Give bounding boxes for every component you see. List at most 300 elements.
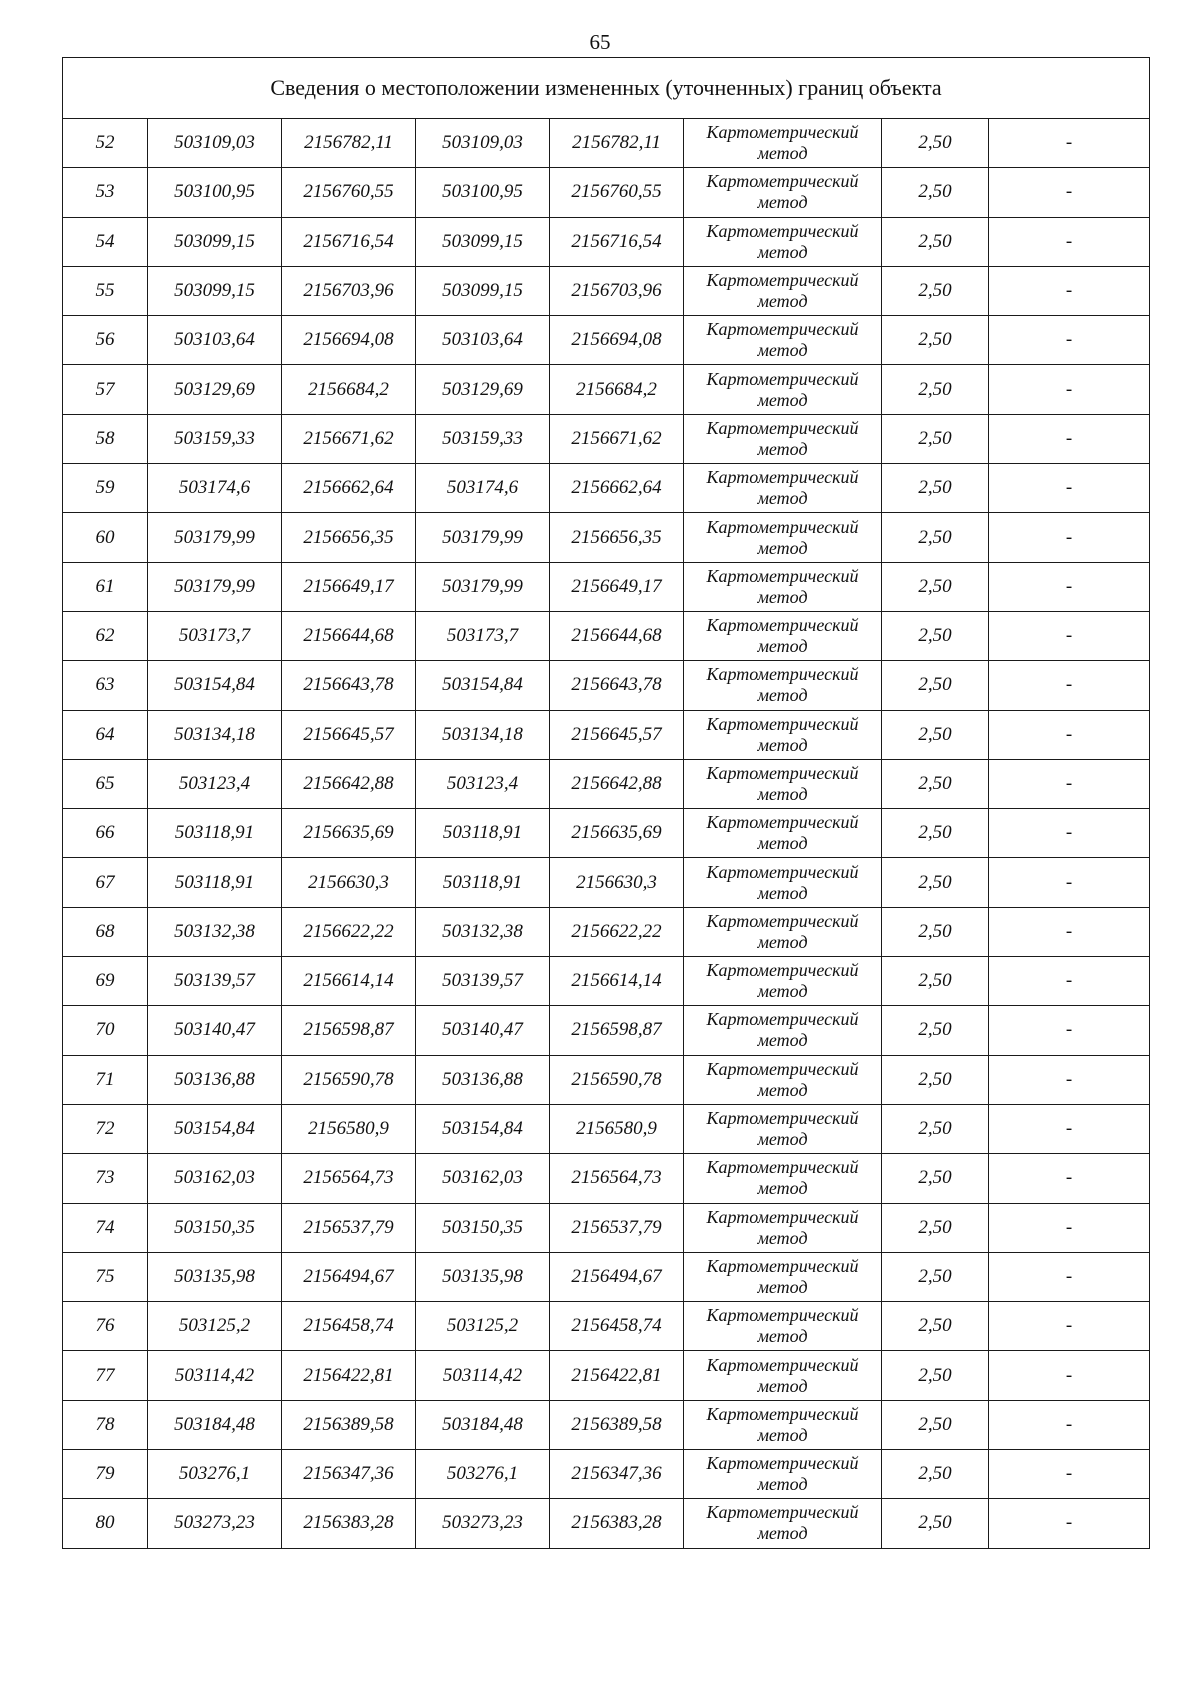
- table-row: [63, 414, 1150, 463]
- table-row: [63, 1351, 1150, 1400]
- description-cell: -: [989, 562, 1150, 611]
- method-line-2: метод: [757, 734, 808, 755]
- x-existing-cell: 503273,23: [148, 1499, 282, 1548]
- y-refined-cell: 2156671,62: [550, 414, 684, 463]
- method-cell: [684, 365, 882, 414]
- description-cell: -: [989, 759, 1150, 808]
- accuracy-cell: 2,50: [882, 1400, 989, 1449]
- x-refined-cell: 503179,99: [416, 513, 550, 562]
- table-row: [63, 513, 1150, 562]
- y-refined-cell: 2156389,58: [550, 1400, 684, 1449]
- method-cell: [684, 710, 882, 759]
- point-number-cell: 57: [63, 365, 148, 414]
- point-number-cell: 56: [63, 316, 148, 365]
- y-refined-cell: 2156642,88: [550, 759, 684, 808]
- description-cell: -: [989, 316, 1150, 365]
- x-refined-cell: 503129,69: [416, 365, 550, 414]
- y-existing-cell: 2156656,35: [282, 513, 416, 562]
- method-line-2: метод: [757, 192, 808, 213]
- x-refined-cell: 503118,91: [416, 858, 550, 907]
- y-existing-cell: 2156671,62: [282, 414, 416, 463]
- method-line-1: Картометрический: [706, 565, 859, 586]
- y-existing-cell: 2156645,57: [282, 710, 416, 759]
- method-line-1: Картометрический: [706, 270, 859, 291]
- y-refined-cell: 2156684,2: [550, 365, 684, 414]
- x-existing-cell: 503276,1: [148, 1450, 282, 1499]
- table-row: [63, 809, 1150, 858]
- method-line-1: Картометрический: [706, 417, 859, 438]
- x-existing-cell: 503103,64: [148, 316, 282, 365]
- y-refined-cell: 2156782,11: [550, 119, 684, 168]
- description-cell: -: [989, 464, 1150, 513]
- table-row: [63, 1154, 1150, 1203]
- coordinates-table: [62, 57, 1150, 1549]
- x-refined-cell: 503154,84: [416, 1104, 550, 1153]
- y-refined-cell: 2156716,54: [550, 217, 684, 266]
- y-refined-cell: 2156694,08: [550, 316, 684, 365]
- x-existing-cell: 503129,69: [148, 365, 282, 414]
- point-number-cell: 77: [63, 1351, 148, 1400]
- table-row: [63, 1252, 1150, 1301]
- y-refined-cell: 2156760,55: [550, 168, 684, 217]
- y-existing-cell: 2156347,36: [282, 1450, 416, 1499]
- x-existing-cell: 503173,7: [148, 611, 282, 660]
- method-line-1: Картометрический: [706, 1108, 859, 1129]
- accuracy-cell: 2,50: [882, 957, 989, 1006]
- table-row: [63, 1006, 1150, 1055]
- point-number-cell: 69: [63, 957, 148, 1006]
- method-line-2: метод: [757, 586, 808, 607]
- method-line-1: Картометрический: [706, 910, 859, 931]
- method-line-1: Картометрический: [706, 171, 859, 192]
- y-existing-cell: 2156782,11: [282, 119, 416, 168]
- method-line-2: метод: [757, 784, 808, 804]
- table-row: [63, 316, 1150, 365]
- point-number-cell: 70: [63, 1006, 148, 1055]
- table-row: [63, 1450, 1150, 1499]
- x-existing-cell: 503135,98: [148, 1252, 282, 1301]
- point-number-cell: 71: [63, 1055, 148, 1104]
- method-cell: [684, 562, 882, 611]
- method-cell: [684, 414, 882, 463]
- method-line-2: метод: [757, 488, 808, 509]
- method-cell: [684, 907, 882, 956]
- table-title: Сведения о местоположении измененных (уточненных) границ объекта: [63, 58, 1150, 119]
- method-cell: [684, 1104, 882, 1153]
- method-line-2: метод: [757, 1424, 808, 1445]
- table-row: [63, 365, 1150, 414]
- accuracy-cell: 2,50: [882, 1203, 989, 1252]
- y-existing-cell: 2156598,87: [282, 1006, 416, 1055]
- x-existing-cell: 503132,38: [148, 907, 282, 956]
- y-existing-cell: 2156649,17: [282, 562, 416, 611]
- description-cell: -: [989, 661, 1150, 710]
- description-cell: -: [989, 1252, 1150, 1301]
- method-cell: [684, 217, 882, 266]
- x-existing-cell: 503154,84: [148, 661, 282, 710]
- y-refined-cell: 2156580,9: [550, 1104, 684, 1153]
- method-cell: [684, 611, 882, 660]
- description-cell: -: [989, 365, 1150, 414]
- method-line-1: Картометрический: [706, 319, 859, 340]
- x-existing-cell: 503118,91: [148, 858, 282, 907]
- method-line-2: метод: [757, 1129, 808, 1150]
- table-row: [63, 611, 1150, 660]
- y-existing-cell: 2156580,9: [282, 1104, 416, 1153]
- table-row: [63, 661, 1150, 710]
- y-refined-cell: 2156383,28: [550, 1499, 684, 1548]
- y-existing-cell: 2156716,54: [282, 217, 416, 266]
- description-cell: -: [989, 1154, 1150, 1203]
- description-cell: -: [989, 168, 1150, 217]
- method-line-1: Картометрический: [706, 1255, 859, 1276]
- description-cell: -: [989, 1400, 1150, 1449]
- accuracy-cell: 2,50: [882, 759, 989, 808]
- description-cell: -: [989, 1351, 1150, 1400]
- accuracy-cell: 2,50: [882, 1252, 989, 1301]
- point-number-cell: 74: [63, 1203, 148, 1252]
- method-cell: [684, 513, 882, 562]
- description-cell: -: [989, 414, 1150, 463]
- x-refined-cell: 503109,03: [416, 119, 550, 168]
- x-existing-cell: 503154,84: [148, 1104, 282, 1153]
- description-cell: -: [989, 858, 1150, 907]
- method-line-2: метод: [757, 931, 808, 952]
- y-refined-cell: 2156422,81: [550, 1351, 684, 1400]
- accuracy-cell: 2,50: [882, 611, 989, 660]
- method-line-2: метод: [757, 636, 808, 657]
- method-line-2: метод: [757, 1276, 808, 1297]
- table-row: [63, 464, 1150, 513]
- x-refined-cell: 503135,98: [416, 1252, 550, 1301]
- method-line-2: метод: [757, 241, 808, 262]
- x-refined-cell: 503273,23: [416, 1499, 550, 1548]
- method-cell: [684, 1154, 882, 1203]
- method-line-2: метод: [757, 537, 808, 558]
- method-line-1: Картометрический: [706, 467, 859, 488]
- method-line-2: метод: [757, 438, 808, 459]
- page-number: 65: [589, 30, 611, 54]
- x-refined-cell: 503125,2: [416, 1302, 550, 1351]
- x-existing-cell: 503134,18: [148, 710, 282, 759]
- y-refined-cell: 2156630,3: [550, 858, 684, 907]
- x-existing-cell: 503114,42: [148, 1351, 282, 1400]
- point-number-cell: 80: [63, 1499, 148, 1548]
- method-line-1: Картометрический: [706, 861, 859, 882]
- point-number-cell: 73: [63, 1154, 148, 1203]
- accuracy-cell: 2,50: [882, 858, 989, 907]
- accuracy-cell: 2,50: [882, 217, 989, 266]
- y-existing-cell: 2156590,78: [282, 1055, 416, 1104]
- point-number-cell: 55: [63, 266, 148, 315]
- x-refined-cell: 503136,88: [416, 1055, 550, 1104]
- method-line-1: Картометрический: [706, 1403, 859, 1424]
- point-number-cell: 65: [63, 759, 148, 808]
- table-row: [63, 266, 1150, 315]
- x-existing-cell: 503125,2: [148, 1302, 282, 1351]
- x-refined-cell: 503159,33: [416, 414, 550, 463]
- accuracy-cell: 2,50: [882, 1006, 989, 1055]
- y-refined-cell: 2156622,22: [550, 907, 684, 956]
- point-number-cell: 68: [63, 907, 148, 956]
- y-refined-cell: 2156635,69: [550, 809, 684, 858]
- x-existing-cell: 503123,4: [148, 759, 282, 808]
- method-line-1: Картометрический: [706, 1058, 859, 1079]
- method-cell: [684, 1400, 882, 1449]
- table-row: [63, 710, 1150, 759]
- x-existing-cell: 503184,48: [148, 1400, 282, 1449]
- point-number-cell: 79: [63, 1450, 148, 1499]
- point-number-cell: 63: [63, 661, 148, 710]
- table-row: [63, 957, 1150, 1006]
- method-line-2: метод: [757, 340, 808, 361]
- y-existing-cell: 2156630,3: [282, 858, 416, 907]
- x-refined-cell: 503140,47: [416, 1006, 550, 1055]
- description-cell: -: [989, 1104, 1150, 1153]
- method-line-1: Картометрический: [706, 812, 859, 833]
- y-refined-cell: 2156537,79: [550, 1203, 684, 1252]
- point-number-cell: 78: [63, 1400, 148, 1449]
- y-existing-cell: 2156537,79: [282, 1203, 416, 1252]
- description-cell: -: [989, 907, 1150, 956]
- accuracy-cell: 2,50: [882, 710, 989, 759]
- method-cell: [684, 1302, 882, 1351]
- y-existing-cell: 2156703,96: [282, 266, 416, 315]
- method-line-2: метод: [757, 1227, 808, 1248]
- y-refined-cell: 2156458,74: [550, 1302, 684, 1351]
- accuracy-cell: 2,50: [882, 316, 989, 365]
- x-refined-cell: 503114,42: [416, 1351, 550, 1400]
- y-existing-cell: 2156389,58: [282, 1400, 416, 1449]
- method-line-2: метод: [757, 1523, 808, 1544]
- method-line-2: метод: [757, 1030, 808, 1051]
- accuracy-cell: 2,50: [882, 1104, 989, 1153]
- method-line-2: метод: [757, 389, 808, 410]
- table-row: [63, 168, 1150, 217]
- table-row: [63, 1055, 1150, 1104]
- method-cell: [684, 119, 882, 168]
- method-cell: [684, 1499, 882, 1548]
- y-existing-cell: 2156684,2: [282, 365, 416, 414]
- method-line-2: метод: [757, 685, 808, 706]
- point-number-cell: 59: [63, 464, 148, 513]
- x-refined-cell: 503184,48: [416, 1400, 550, 1449]
- method-cell: [684, 1351, 882, 1400]
- x-refined-cell: 503174,6: [416, 464, 550, 513]
- y-existing-cell: 2156422,81: [282, 1351, 416, 1400]
- x-existing-cell: 503099,15: [148, 217, 282, 266]
- table-row: [63, 1499, 1150, 1548]
- method-line-1: Картометрический: [706, 516, 859, 537]
- method-line-1: Картометрический: [706, 1453, 859, 1474]
- table-row: [63, 907, 1150, 956]
- method-cell: [684, 1055, 882, 1104]
- description-cell: -: [989, 1006, 1150, 1055]
- x-refined-cell: 503123,4: [416, 759, 550, 808]
- method-line-1: Картометрический: [706, 368, 859, 389]
- point-number-cell: 62: [63, 611, 148, 660]
- table-row: [63, 858, 1150, 907]
- x-refined-cell: 503132,38: [416, 907, 550, 956]
- point-number-cell: 67: [63, 858, 148, 907]
- accuracy-cell: 2,50: [882, 365, 989, 414]
- method-cell: [684, 266, 882, 315]
- method-cell: [684, 168, 882, 217]
- method-line-2: метод: [757, 1326, 808, 1347]
- description-cell: -: [989, 710, 1150, 759]
- x-refined-cell: 503118,91: [416, 809, 550, 858]
- y-refined-cell: 2156598,87: [550, 1006, 684, 1055]
- method-line-2: метод: [757, 1375, 808, 1396]
- method-cell: [684, 1450, 882, 1499]
- method-cell: [684, 759, 882, 808]
- accuracy-cell: 2,50: [882, 1450, 989, 1499]
- accuracy-cell: 2,50: [882, 1154, 989, 1203]
- table-row: [63, 759, 1150, 808]
- y-existing-cell: 2156643,78: [282, 661, 416, 710]
- method-line-1: Картометрический: [706, 763, 859, 783]
- point-number-cell: 60: [63, 513, 148, 562]
- method-line-1: Картометрический: [706, 615, 859, 636]
- method-line-1: Картометрический: [706, 1354, 859, 1375]
- table-row: [63, 1302, 1150, 1351]
- x-refined-cell: 503179,99: [416, 562, 550, 611]
- y-refined-cell: 2156644,68: [550, 611, 684, 660]
- point-number-cell: 52: [63, 119, 148, 168]
- table-row: [63, 119, 1150, 168]
- method-cell: [684, 1006, 882, 1055]
- point-number-cell: 75: [63, 1252, 148, 1301]
- description-cell: -: [989, 119, 1150, 168]
- method-line-1: Картометрический: [706, 664, 859, 685]
- x-refined-cell: 503173,7: [416, 611, 550, 660]
- description-cell: -: [989, 1302, 1150, 1351]
- description-cell: -: [989, 513, 1150, 562]
- method-line-2: метод: [757, 1079, 808, 1100]
- accuracy-cell: 2,50: [882, 809, 989, 858]
- accuracy-cell: 2,50: [882, 661, 989, 710]
- description-cell: -: [989, 1499, 1150, 1548]
- method-line-1: Картометрический: [706, 220, 859, 241]
- method-cell: [684, 1203, 882, 1252]
- table-row: [63, 1400, 1150, 1449]
- description-cell: -: [989, 1450, 1150, 1499]
- point-number-cell: 53: [63, 168, 148, 217]
- y-existing-cell: 2156622,22: [282, 907, 416, 956]
- description-cell: -: [989, 1203, 1150, 1252]
- y-existing-cell: 2156662,64: [282, 464, 416, 513]
- y-refined-cell: 2156494,67: [550, 1252, 684, 1301]
- y-refined-cell: 2156643,78: [550, 661, 684, 710]
- x-existing-cell: 503100,95: [148, 168, 282, 217]
- y-existing-cell: 2156760,55: [282, 168, 416, 217]
- description-cell: -: [989, 809, 1150, 858]
- accuracy-cell: 2,50: [882, 513, 989, 562]
- table-row: [63, 562, 1150, 611]
- x-refined-cell: 503162,03: [416, 1154, 550, 1203]
- method-line-2: метод: [757, 1474, 808, 1495]
- method-line-1: Картометрический: [706, 1157, 859, 1178]
- x-refined-cell: 503134,18: [416, 710, 550, 759]
- method-cell: [684, 957, 882, 1006]
- x-refined-cell: 503154,84: [416, 661, 550, 710]
- method-line-1: Картометрический: [706, 1502, 859, 1523]
- x-refined-cell: 503276,1: [416, 1450, 550, 1499]
- accuracy-cell: 2,50: [882, 1302, 989, 1351]
- x-existing-cell: 503179,99: [148, 513, 282, 562]
- accuracy-cell: 2,50: [882, 266, 989, 315]
- method-cell: [684, 1252, 882, 1301]
- x-refined-cell: 503139,57: [416, 957, 550, 1006]
- method-line-2: метод: [757, 833, 808, 854]
- accuracy-cell: 2,50: [882, 1055, 989, 1104]
- description-cell: -: [989, 1055, 1150, 1104]
- method-cell: [684, 809, 882, 858]
- y-refined-cell: 2156662,64: [550, 464, 684, 513]
- accuracy-cell: 2,50: [882, 907, 989, 956]
- accuracy-cell: 2,50: [882, 168, 989, 217]
- table-row: [63, 217, 1150, 266]
- x-refined-cell: 503103,64: [416, 316, 550, 365]
- accuracy-cell: 2,50: [882, 119, 989, 168]
- y-existing-cell: 2156642,88: [282, 759, 416, 808]
- point-number-cell: 64: [63, 710, 148, 759]
- method-line-1: Картометрический: [706, 713, 859, 734]
- y-refined-cell: 2156564,73: [550, 1154, 684, 1203]
- y-refined-cell: 2156703,96: [550, 266, 684, 315]
- point-number-cell: 72: [63, 1104, 148, 1153]
- method-line-2: метод: [757, 1178, 808, 1199]
- x-existing-cell: 503179,99: [148, 562, 282, 611]
- x-existing-cell: 503139,57: [148, 957, 282, 1006]
- y-existing-cell: 2156458,74: [282, 1302, 416, 1351]
- y-existing-cell: 2156635,69: [282, 809, 416, 858]
- y-existing-cell: 2156494,67: [282, 1252, 416, 1301]
- method-line-1: Картометрический: [706, 1305, 859, 1326]
- x-existing-cell: 503109,03: [148, 119, 282, 168]
- point-number-cell: 58: [63, 414, 148, 463]
- description-cell: -: [989, 266, 1150, 315]
- x-existing-cell: 503162,03: [148, 1154, 282, 1203]
- y-existing-cell: 2156614,14: [282, 957, 416, 1006]
- point-number-cell: 66: [63, 809, 148, 858]
- method-cell: [684, 661, 882, 710]
- x-refined-cell: 503099,15: [416, 266, 550, 315]
- y-refined-cell: 2156656,35: [550, 513, 684, 562]
- x-refined-cell: 503150,35: [416, 1203, 550, 1252]
- y-refined-cell: 2156590,78: [550, 1055, 684, 1104]
- accuracy-cell: 2,50: [882, 464, 989, 513]
- description-cell: -: [989, 217, 1150, 266]
- accuracy-cell: 2,50: [882, 414, 989, 463]
- x-existing-cell: 503159,33: [148, 414, 282, 463]
- method-line-1: Картометрический: [706, 1009, 859, 1030]
- accuracy-cell: 2,50: [882, 1351, 989, 1400]
- method-cell: [684, 316, 882, 365]
- table-row: [63, 1104, 1150, 1153]
- method-line-1: Картометрический: [706, 122, 859, 143]
- method-line-2: метод: [757, 143, 808, 164]
- x-existing-cell: 503150,35: [148, 1203, 282, 1252]
- y-existing-cell: 2156694,08: [282, 316, 416, 365]
- table-row: [63, 1203, 1150, 1252]
- y-refined-cell: 2156645,57: [550, 710, 684, 759]
- method-cell: [684, 858, 882, 907]
- y-refined-cell: 2156649,17: [550, 562, 684, 611]
- point-number-cell: 76: [63, 1302, 148, 1351]
- method-line-2: метод: [757, 981, 808, 1002]
- method-line-2: метод: [757, 882, 808, 903]
